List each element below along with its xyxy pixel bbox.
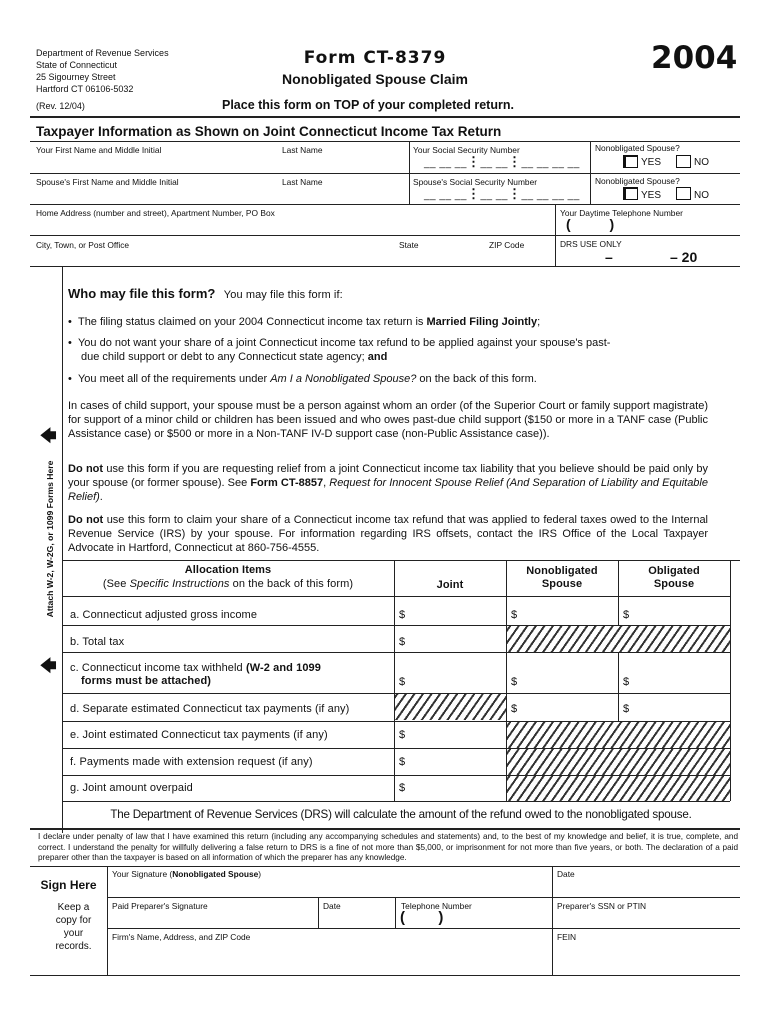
- state-field[interactable]: State: [399, 240, 419, 250]
- nonobligated-question-1: Nonobligated Spouse?: [595, 143, 680, 153]
- row-a-obl-input[interactable]: $: [623, 609, 630, 621]
- row-d-text: Separate estimated Connecticut tax payments (if any): [82, 703, 350, 715]
- alloc-sub-pre: (See: [102, 578, 130, 590]
- row-a-joint-input[interactable]: $: [399, 609, 406, 621]
- who-sub: You may file this form if:: [223, 289, 343, 301]
- tp-rule-3: [30, 204, 740, 205]
- tax-year: 2004: [651, 40, 738, 76]
- no-label-1: NO: [694, 157, 709, 168]
- row-c-nonobl-input[interactable]: $: [511, 676, 518, 688]
- preparer-phone-field[interactable]: Telephone Number: [401, 901, 472, 911]
- row-b-joint-input[interactable]: $: [399, 636, 406, 648]
- decl-rule: [30, 828, 740, 830]
- tp-vsep-2: [590, 141, 591, 204]
- city-field[interactable]: City, Town, or Post Office: [36, 240, 130, 250]
- row-g-text: Joint amount overpaid: [82, 782, 193, 794]
- sig-bold: Nonobligated Spouse: [172, 869, 259, 879]
- phone-parens: ( ): [566, 216, 615, 232]
- hatch-d-joint: [395, 694, 506, 720]
- drs-calc-note: The Department of Revenue Services (DRS) will calculate the amount of the refund owed to the nonobligated spouse.: [110, 808, 692, 821]
- bullet-1-text: The filing status claimed on your 2004 Connecticut income tax return is: [77, 316, 427, 328]
- row-rule-4: [62, 721, 730, 722]
- signature-field[interactable]: [112, 869, 261, 879]
- tp-rule-5: [30, 266, 740, 267]
- address-field[interactable]: Home Address (number and street), Apartment Number, PO Box: [36, 208, 275, 218]
- p2-text: use this form if you are requesting relief from a joint Connecticut income tax liability that you believe should be paid only by your spouse (or former spouse). See: [68, 463, 708, 490]
- place-note: Place this form on TOP of your completed return.: [222, 98, 514, 112]
- col-obl-2: Spouse: [653, 578, 695, 590]
- spouse-ssn-field[interactable]: Spouse's Social Security Number: [413, 177, 538, 187]
- header-rule: [30, 116, 740, 118]
- declaration-text: I declare under penalty of law that I have examined this return (including any accompanying schedules and statements) and, to the best of my knowledge and belief, it is true, complete, and correct. I understand the penalty for willfully delivering a false return to DRS is a fine of not more than $5,000, or imprisonment for not more than five years, or both. The declaration of a paid preparer other than the taxpayer is based on all information of which the preparer has any knowledge.: [38, 832, 738, 863]
- bullet-3: • You meet all of the requirements under Am I a Nonobligated Spouse? on the back of this form.: [68, 373, 537, 385]
- preparer-ptin-field[interactable]: Preparer's SSN or PTIN: [557, 901, 647, 911]
- bullet-3-italic: Am I a Nonobligated Spouse?: [270, 373, 417, 385]
- row-d-nonobl-input[interactable]: $: [511, 703, 518, 715]
- col-obl-1: Obligated: [648, 565, 700, 577]
- sign-rule-bottom: [30, 975, 740, 976]
- col-nonobl-2: Spouse: [541, 578, 583, 590]
- sig-pre: Your Signature (: [112, 869, 173, 879]
- row-a-letter: a.: [70, 609, 80, 621]
- row-c-text: Connecticut income tax withheld: [81, 662, 246, 674]
- row-f-text: Payments made with extension request (if any): [79, 756, 313, 768]
- yes-label-1: YES: [641, 157, 662, 168]
- row-e-label: [70, 729, 328, 741]
- sign-here: Sign Here: [40, 878, 97, 892]
- bullet-2-line-2: due child support or debt to any Connecticut state agency;: [81, 351, 368, 364]
- row-f-label: [70, 756, 313, 768]
- row-b-letter: b.: [70, 636, 80, 648]
- bullet-2-and: and: [367, 351, 388, 364]
- last-name-field[interactable]: Last Name: [282, 145, 323, 155]
- tp-rule-2: [30, 173, 740, 174]
- do-not-paragraph-1: [68, 462, 708, 505]
- no-checkbox-1[interactable]: [676, 155, 691, 168]
- tp-vsep-1: [409, 141, 410, 204]
- col-nonobl-1: Nonobligated: [526, 565, 598, 577]
- no-label-2: NO: [694, 190, 709, 201]
- arrow-left-icon: 🡄: [40, 428, 57, 445]
- row-a-label: [70, 609, 257, 621]
- hatch-b: [507, 626, 730, 652]
- col-sep-4: [730, 560, 731, 801]
- row-c-letter: c.: [70, 662, 79, 674]
- sign-vsep-date: [552, 866, 553, 976]
- row-d-label: [70, 703, 349, 715]
- hatch-f: [507, 749, 730, 775]
- section-title: Taxpayer Information as Shown on Joint Connecticut Income Tax Return: [36, 124, 502, 139]
- who-title: Who may file this form?: [68, 286, 216, 301]
- attach-forms-text: Attach W-2, W-2G, or 1099 Forms Here: [45, 460, 55, 618]
- row-f-joint-input[interactable]: $: [399, 756, 406, 768]
- col-nonobligated: [506, 565, 618, 591]
- row-c-label: [70, 662, 321, 688]
- who-heading: [68, 285, 343, 303]
- col-joint: Joint: [436, 579, 464, 591]
- row-rule-0: [62, 596, 730, 597]
- col-obligated: [618, 565, 730, 591]
- bullet-1-post: ;: [537, 316, 541, 328]
- ssn-dashes-2: __ __ __⋮__ __⋮__ __ __ __: [424, 186, 580, 201]
- fein-field[interactable]: FEIN: [557, 932, 577, 942]
- sign-rule-low: [107, 928, 740, 929]
- alloc-subtitle: [62, 578, 394, 590]
- drs-use-only: DRS USE ONLY: [560, 239, 622, 249]
- ssn-dashes-1: __ __ __⋮__ __⋮__ __ __ __: [424, 154, 580, 169]
- bullet-3-post: on the back of this form.: [416, 373, 537, 385]
- nonobligated-question-2: Nonobligated Spouse?: [595, 176, 680, 186]
- row-rule-5: [62, 748, 730, 749]
- row-d-letter: d.: [70, 703, 80, 715]
- hatch-g: [507, 776, 730, 801]
- tp-rule-1: [30, 141, 740, 142]
- row-rule-1: [62, 625, 730, 626]
- p2-bold: Do not: [68, 463, 104, 475]
- row-e-joint-input[interactable]: $: [399, 729, 406, 741]
- p3-bold: Do not: [68, 514, 104, 526]
- spouse-first-name-field[interactable]: Spouse's First Name and Middle Initial: [36, 177, 179, 187]
- alloc-sub-italic: Specific Instructions: [129, 578, 230, 590]
- do-not-paragraph-2: [68, 513, 708, 556]
- row-g-letter: g.: [70, 782, 80, 794]
- row-rule-6: [62, 775, 730, 776]
- hatch-e: [507, 722, 730, 748]
- zip-field[interactable]: ZIP Code: [489, 240, 525, 250]
- no-checkbox-2[interactable]: [676, 187, 691, 200]
- sign-vsep: [107, 866, 108, 975]
- p2-comma: ,: [323, 477, 330, 490]
- dept-state: State of Connecticut: [36, 60, 118, 70]
- drs-dash: –: [605, 249, 613, 265]
- row-a-text: Connecticut adjusted gross income: [82, 609, 258, 621]
- p3-text: use this form to claim your share of a Connecticut income tax refund that was applied to federal taxes owed to the Internal Revenue Service (IRS) by your spouse. For information regarding IRS offsets, contact the IRS Office of the Local Taxpayer Advocate in Hartford, Connecticut at 860-756-4555.: [68, 514, 708, 555]
- bullet-2-line-1: You do not want your share of a joint Connecticut income tax refund to be applied against your spouse's past-: [77, 337, 611, 349]
- preparer-date-field[interactable]: Date: [323, 901, 341, 911]
- preparer-phone-parens: ( ): [400, 909, 444, 926]
- first-name-field[interactable]: Your First Name and Middle Initial: [36, 145, 162, 155]
- row-b-text: Total tax: [82, 636, 125, 648]
- yes-checkbox-1[interactable]: [623, 155, 638, 168]
- dept-city: Hartford CT 06106-5032: [36, 84, 134, 94]
- sign-rule-top: [30, 866, 740, 867]
- yes-checkbox-2[interactable]: [623, 187, 638, 200]
- form-title: Form CT-8379: [303, 48, 447, 68]
- row-c-obl-input[interactable]: $: [623, 676, 630, 688]
- p2-period: .: [99, 491, 103, 504]
- p2-italic: Request for Innocent Spouse Relief (And Separation of Liability and Equitable Relief): [68, 477, 708, 504]
- child-support-paragraph: In cases of child support, your spouse must be a person against whom an order (of the Superior Court or family support magistrate) for support of a minor child or children has been issued and who owes past-due child support ($150 or more in a TANF case (Public Assistance case) or $500 or more in a Non-TANF IV-D support case (non-Public Assistance case)).: [68, 400, 708, 441]
- dept-street: 25 Sigourney Street: [36, 72, 116, 82]
- bullet-1: • The filing status claimed on your 2004 Connecticut income tax return is Married Filing Jointly;: [68, 316, 541, 328]
- ssn-field[interactable]: Your Social Security Number: [413, 145, 520, 155]
- row-f-letter: f.: [70, 756, 77, 768]
- row-c-joint-input[interactable]: $: [399, 676, 406, 688]
- row-g-label: [70, 782, 193, 794]
- row-a-nonobl-input[interactable]: $: [511, 609, 518, 621]
- dept-address: [36, 47, 169, 95]
- bullet-1-bold: Married Filing Jointly: [426, 316, 538, 328]
- row-rule-2: [62, 652, 730, 653]
- row-d-obl-input[interactable]: $: [623, 703, 630, 715]
- signature-date-field[interactable]: Date: [557, 869, 575, 879]
- arrow-left-icon: 🡄: [40, 658, 57, 675]
- phone-field[interactable]: Your Daytime Telephone Number: [560, 208, 683, 218]
- sig-post: ): [258, 869, 262, 879]
- row-c-line-2: forms must be attached): [81, 675, 212, 687]
- alloc-title: Allocation Items: [184, 564, 272, 576]
- drs-dash-20: – 20: [670, 249, 698, 265]
- row-g-joint-input[interactable]: $: [399, 782, 406, 794]
- tp-rule-4: [30, 235, 740, 236]
- bullet-2: • You do not want your share of a joint Connecticut income tax refund to be applied against your spouse's past- due child support or debt to any Connecticut state agency; and: [68, 337, 611, 364]
- spouse-last-name-field[interactable]: Last Name: [282, 177, 323, 187]
- row-rule-7: [62, 801, 730, 802]
- alloc-sub-post: on the back of this form): [229, 578, 354, 590]
- yes-label-2: YES: [641, 190, 662, 201]
- row-e-letter: e.: [70, 729, 80, 741]
- row-e-text: Joint estimated Connecticut tax payments (if any): [82, 729, 328, 741]
- dept-name: Department of Revenue Services: [36, 48, 169, 58]
- row-c-bold: (W-2 and 1099: [245, 662, 321, 674]
- row-b-label: [70, 636, 124, 648]
- p2-form: Form CT-8857: [250, 477, 324, 490]
- preparer-signature-field[interactable]: Paid Preparer's Signature: [112, 901, 208, 911]
- row-rule-3: [62, 693, 730, 694]
- keep-copy-note: Keep a copy for your records.: [55, 902, 92, 952]
- firm-field[interactable]: Firm's Name, Address, and ZIP Code: [112, 932, 251, 942]
- alloc-top-rule: [62, 560, 740, 561]
- tp-vsep-3: [555, 204, 556, 266]
- sign-vsep-a: [318, 897, 319, 928]
- form-subtitle: Nonobligated Spouse Claim: [282, 71, 468, 87]
- revision: (Rev. 12/04): [36, 101, 85, 111]
- sign-rule-mid: [107, 897, 740, 898]
- bullet-3-text: You meet all of the requirements under: [77, 373, 271, 385]
- sign-vsep-b: [395, 897, 396, 928]
